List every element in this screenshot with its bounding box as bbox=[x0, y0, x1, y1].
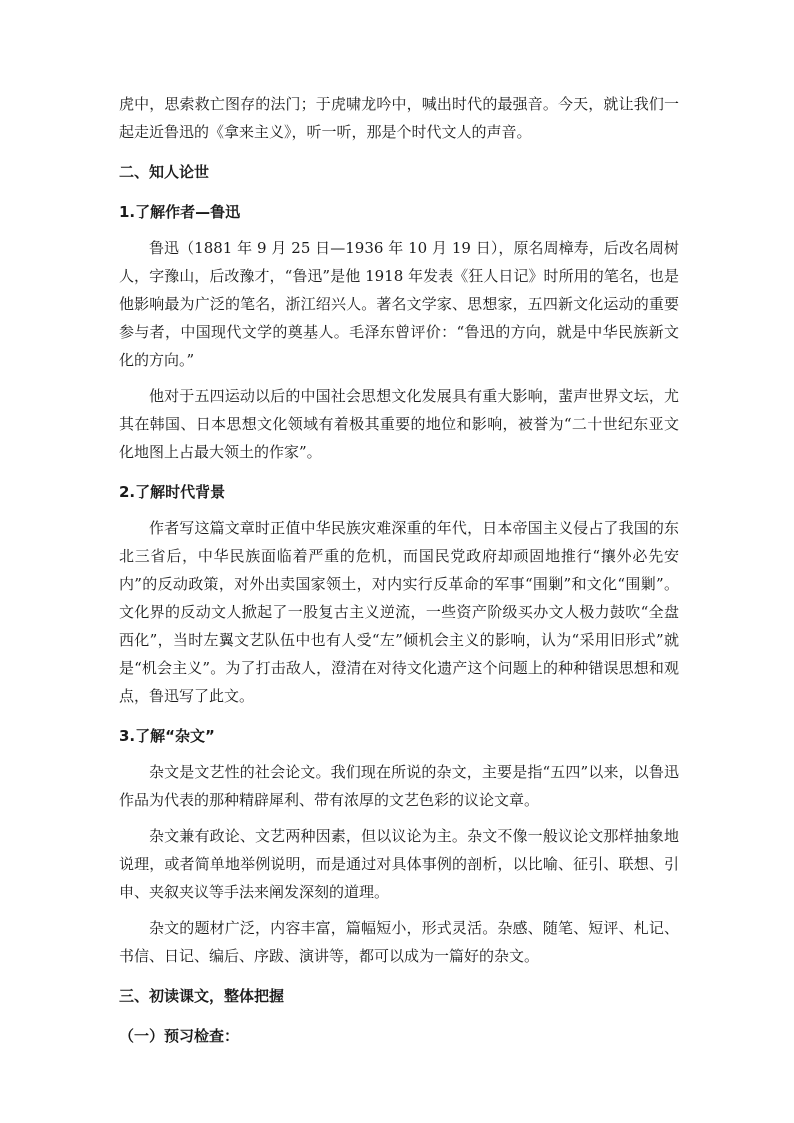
background-paragraph: 作者写这篇文章时正值中华民族灾难深重的年代，日本帝国主义侵占了我国的东北三省后，中华民族面临着严重的危机，而国民党政府却顽固地推行“攘外必先安内”的反动政策，对外出卖国家领土，对内实行反革命的军事“围剿”和文化“围剿”。文化界的反动文人掀起了一股复古主义逆流，一些资产阶级买办文人极力鼓吹“全盘西化”，当时左翼文艺队伍中也有人受“左”倾机会主义的影响，认为“采用旧形式”就是“机会主义”。为了打击敌人，澄清在对待文化遗产这个问题上的种种错误思想和观点，鲁迅写了此文。 bbox=[119, 519, 679, 705]
subheading-background: 2.了解时代背景 bbox=[119, 483, 226, 501]
zawen-paragraph-2: 杂文兼有政论、文艺两种因素，但以议论为主。杂文不像一般议论文那样抽象地说理，或者简单地举例说明，而是通过对具体事例的剖析，以比喻、征引、联想、引申、夹叙夹议等手法来阐发深刻的道理。 bbox=[119, 827, 679, 901]
author-paragraph-1: 鲁迅（1881 年 9 月 25 日—1936 年 10 月 19 日），原名周樟寿，后改名周树人，字豫山，后改豫才，“鲁迅”是他 1918 年发表《狂人日记》时所用的笔名，也是他影响最为广泛的笔名，浙江绍兴人。著名文学家、思想家，五四新文化运动的重要参与者，中国现代文学的奠基人。毛泽东曾评价：“鲁迅的方向，就是中华民族新文化的方向。” bbox=[119, 239, 679, 369]
document-body bbox=[119, 90, 679, 1050]
section-heading-2: 二、知人论世 bbox=[119, 163, 210, 181]
section-heading-3: 三、初读课文，整体把握 bbox=[119, 987, 285, 1005]
author-paragraph-2: 他对于五四运动以后的中国社会思想文化发展具有重大影响，蜚声世界文坛，尤其在韩国、日本思想文化领域有着极其重要的地位和影响，被誉为“二十世纪东亚文化地图上占最大领土的作家”。 bbox=[119, 387, 679, 461]
subheading-author: 1.了解作者—鲁迅 bbox=[119, 203, 241, 221]
zawen-paragraph-1: 杂文是文艺性的社会论文。我们现在所说的杂文，主要是指“五四”以来，以鲁迅作品为代表的那种精辟犀利、带有浓厚的文艺色彩的议论文章。 bbox=[119, 763, 679, 809]
zawen-paragraph-3: 杂文的题材广泛，内容丰富，篇幅短小，形式灵活。杂感、随笔、短评、札记、书信、日记、编后、序跋、演讲等，都可以成为一篇好的杂文。 bbox=[119, 919, 679, 965]
subheading-zawen: 3.了解“杂文” bbox=[119, 727, 215, 745]
subheading-preview-check: （一）预习检查： bbox=[119, 1027, 240, 1045]
intro-paragraph: 虎中，思索救亡图存的法门；于虎啸龙吟中，喊出时代的最强音。今天，就让我们一起走近鲁迅的《拿来主义》，听一听，那是个时代文人的声音。 bbox=[119, 95, 679, 141]
